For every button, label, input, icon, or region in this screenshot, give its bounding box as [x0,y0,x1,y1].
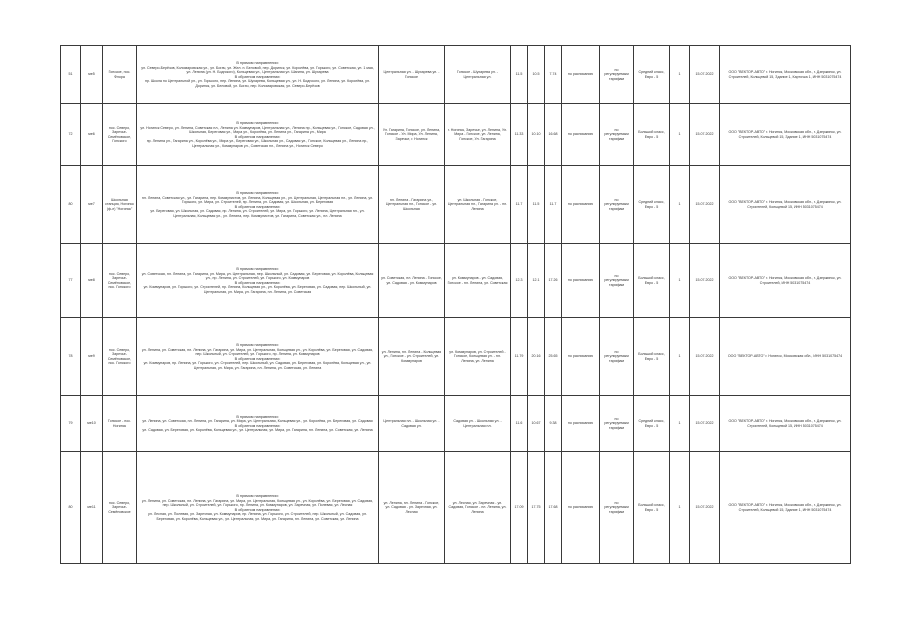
length-cell-3: 25.65 [545,318,562,396]
route-number-cell: 78 [61,318,81,396]
route-code-cell: ме6 [81,104,103,166]
stops-backward-cell: г. Ногинск, Заречье, ул. Ленина, Ул. Мира - Гонское, ул. Ленина, Гонское, Ул. Гагарина [445,104,511,166]
stops-forward-cell: ул. Ленина, пл. Ленина - Кольцевая ул., Гонское - ул. Строителей, ул. Коммунаров [379,318,445,396]
route-path-cell [137,318,379,396]
boarding-order-cell: по расписанию [562,244,600,318]
forward-direction-label: В прямом направлении: [236,191,279,196]
backward-route-text: ул. Береговая, ул. Школьная, ул. Садовая, пр. Ленина, ул. Строителей, ул. Мира, ул. Горького, ул. Ленина, Центральная пл., ул. Центральная, Кольцевая ул., ул. Ленина, пер. Коммунистов, ул. Гагарина, Советская ул., пл. Ленина [150,209,365,218]
vehicle-class-cell: Средний класс, Евро - 5 [634,46,670,104]
boarding-order-cell: по расписанию [562,452,600,564]
start-date-cell: 15.07.2022 [690,244,720,318]
length-cell-3: 17.68 [545,452,562,564]
forward-direction-label: В прямом направлении: [236,494,279,499]
route-number-cell: 77 [61,244,81,318]
start-date-cell: 15.07.2022 [690,396,720,452]
tariff-cell: по регулируемым тарифам [600,318,634,396]
route-path-cell [137,244,379,318]
length-cell-2: 12.1 [528,244,545,318]
route-name-cell: пос. Северо, Заречье-Семёновское, Гонского [103,104,137,166]
carrier-cell: ООО "ВЕКТОР-АВТО" г. Ногинск, Московская обл., г. Дзержинск, ул. Строителей, Кольцевой 15, Здание 1, Карточка 1, ИНН 5031075474 [720,46,851,104]
boarding-order-cell: по расписанию [562,166,600,244]
length-cell-2: 10.67 [528,396,545,452]
table-row [61,318,851,396]
table-row [61,166,851,244]
carrier-cell: ООО "ВЕКТОР-АВТО" г. Ногинск, Московская обл., г. Дзержинск, ул. Строителей, Кольцевой 15, Здание 1, ИНН 5031075474 [720,104,851,166]
length-cell-2: 17.75 [528,452,545,564]
backward-route-text: ул. Лесная, ул. Полевая, ул. Заречная, ул. Коммунаров, пр. Ленина, ул. Горького, ул. Строителей, пер. Школьный, ул. Садовая, ул. Береговая, ул. Королёва, Кольцевая ул., ул. Центральная, ул. Мира, ул. Гагарина, пл. Ленина, ул. Советская, ул. Ленина [148,512,367,521]
route-code-cell: ме9 [81,318,103,396]
boarding-order-cell: по расписанию [562,318,600,396]
length-cell-1: 11.33 [511,104,528,166]
forward-route-text: ул. Советская, пл. Ленина, ул. Гагарина, ул. Мира, ул. Центральная, пер. Школьный, ул. Садовая, ул. Береговая, ул. Королёва, Кольцевая ул., пр. Ленина, ул. Строителей, ул. Горького, ул. Коммунаров [141,271,374,281]
vehicle-count-cell: 1 [670,452,690,564]
forward-direction-label: В прямом направлении: [236,121,279,126]
forward-direction-label: В прямом направлении: [236,267,279,272]
backward-direction-label: В обратном направлении: [234,507,281,512]
route-number-cell: 72 [61,104,81,166]
carrier-cell: ООО "ВЕКТОР-АВТО" г. Ногинск, Московская обл., г. Дзержинск, ул. Строителей, Кольцевой 15, ИНН 5031075474 [720,166,851,244]
route-path-cell [137,396,379,452]
tariff-cell: по регулируемым тарифам [600,452,634,564]
route-name-cell: пос. Северо, Заречье-Семёновское, пос. Гонского [103,318,137,396]
length-cell-2: 11.5 [528,166,545,244]
length-cell-3: 11.7 [545,166,562,244]
table-row [61,244,851,318]
vehicle-class-cell: Большой класс, Евро - 5 [634,244,670,318]
stops-forward-cell: Центральная пл. - Школьная ул. - Садовая ул. [379,396,445,452]
boarding-order-cell: по расписанию [562,396,600,452]
length-cell-1: 17.09 [511,452,528,564]
stops-forward-cell: Центральная ул. - Шухарева ул. - Гонское [379,46,445,104]
vehicle-count-cell: 1 [670,318,690,396]
route-name-cell: Школьная станция, Ногинск (ф-л) "Ногинск" [103,166,137,244]
route-path-cell [137,452,379,564]
length-cell-3: 16.68 [545,104,562,166]
stops-backward-cell: Садовая ул. - Школьная ул. - Центральная пл. [445,396,511,452]
stops-backward-cell: ул. Школьная - Гонское, Центральная пл., Гагарина ул. - пл. Ленина [445,166,511,244]
backward-direction-label: В обратном направлении: [234,356,281,361]
start-date-cell: 15.07.2022 [690,318,720,396]
length-cell-1: 11.5 [511,46,528,104]
forward-direction-label: В прямом направлении: [236,343,279,348]
stops-backward-cell: ул. Лесная, ул. Заречная - ул. Садовая, Гонское - пл. Ленина, ул. Ленина [445,452,511,564]
forward-route-text: ул. Ленина, ул. Советская, пл. Ленина, ул. Гагарина, ул. Мира, ул. Центральная, Кольцевая ул., ул. Королёва, ул. Береговая, ул. Садовая, пер. Школьный, ул. Строителей, ул. Горького, пр. Ленина, ул. Коммунаров, ул. Заречная, ул. Полевая, ул. Лесная [141,498,374,508]
stops-backward-cell: Гонское - Шухарева ул. - Центральная ул. [445,46,511,104]
boarding-order-cell: по расписанию [562,46,600,104]
start-date-cell: 15.07.2022 [690,104,720,166]
route-path-cell [137,104,379,166]
backward-route-text: ул. Садовая, ул. Береговая, ул. Королёва, Кольцевая ул., ул. Центральная, ул. Мира, ул. Гагарина, пл. Ленина, ул. Советская, ул. Ленина [142,428,373,433]
length-cell-2: 20.16 [528,318,545,396]
route-name-cell: пос. Северо, Заречье-Семёновское, пос. Гонского [103,244,137,318]
length-cell-1: 11.7 [511,166,528,244]
route-name-cell: Гонское - пос. Ногинск [103,396,137,452]
tariff-cell: по регулируемым тарифам [600,104,634,166]
forward-route-text: ул. Ленина, ул. Советская, пл. Ленина, ул. Гагарина, ул. Мира, ул. Центральная, Кольцевая ул., ул. Королёва, ул. Береговая, ул. Садовая [142,419,373,424]
length-cell-1: 12.3 [511,244,528,318]
routes-registry-table [60,45,851,564]
table-row [61,46,851,104]
vehicle-count-cell: 1 [670,46,690,104]
forward-direction-label: В прямом направлении: [236,414,279,419]
length-cell-1: 11.6 [511,396,528,452]
forward-direction-label: В прямом направлении: [236,61,279,66]
stops-backward-cell: ул. Коммунаров - ул. Садовая, Гонское - пл. Ленина, ул. Советская [445,244,511,318]
backward-direction-label: В обратном направлении: [234,280,281,285]
vehicle-class-cell: Большой класс, Евро - 5 [634,104,670,166]
table-row [61,104,851,166]
backward-direction-label: В обратном направлении: [234,204,281,209]
carrier-cell: ООО "ВЕКТОР-АВТО" г. Ногинск, Московская обл., г. Дзержинск, ул. Строителей, Кольцевой 15, ИНН 5031075474 [720,396,851,452]
vehicle-count-cell: 1 [670,104,690,166]
route-code-cell: ме7 [81,166,103,244]
table-row [61,396,851,452]
vehicle-count-cell: 1 [670,396,690,452]
stops-forward-cell: Ул. Гагарина, Гонское, ул. Ленина, Гонское - Ул. Мира, Ул. Ленина, Заречье, г. Ногинск [379,104,445,166]
stops-forward-cell: пл. Ленина - Гагарина ул., Центральная пл., Гонское - ул. Школьная [379,166,445,244]
route-path-cell [137,166,379,244]
vehicle-count-cell: 1 [670,244,690,318]
tariff-cell: по регулируемым тарифам [600,396,634,452]
route-code-cell: ме10 [81,396,103,452]
route-number-cell: 80 [61,452,81,564]
route-code-cell: ме8 [81,244,103,318]
backward-direction-label: В обратном направлении: [234,74,281,79]
length-cell-3: 9.38 [545,396,562,452]
backward-direction-label: В обратном направлении: [234,134,281,139]
backward-direction-label: В обратном направлении: [234,423,281,428]
forward-route-text: ул. Ногинск Северо, ул. Ленина, Советская пл., Ленина ул. Коммунаров, Центральная ул., Ленина пр., Кольцевая ул., Гонское, Садовая ул., Школьная, Береговая ул., Мира ул., Королёва, ул. Ленина ул., Гагарина ул., Мира [140,125,375,135]
vehicle-class-cell: Большой класс, Евро - 5 [634,452,670,564]
length-cell-1: 11.79 [511,318,528,396]
vehicle-class-cell: Средний класс, Евро - 5 [634,166,670,244]
document-page [60,45,850,563]
tariff-cell: по регулируемым тарифам [600,166,634,244]
stops-backward-cell: ул. Коммунаров, ул. Строителей - Гонское, Кольцевая ул. - пл. Ленина, ул. Ленина [445,318,511,396]
tariff-cell: по регулируемым тарифам [600,244,634,318]
backward-route-text: пр. Школа по Центральной ул., ул. Горького, пер. Ленина, ул. Шухарева, Кольцевая ул., ул. Н. Бодгского, ул. Ленина, ул. Королёва, ул. Доринск, ул. Беловой, ул. Богач, пер. Коломаровская, ул. Северо-Берёзов [145,79,370,88]
vehicle-count-cell: 1 [670,166,690,244]
tariff-cell: по регулируемым тарифам [600,46,634,104]
forward-route-text: ул. Ленина, ул. Советская, пл. Ленина, ул. Гагарина, ул. Мира, ул. Центральная, Кольцевая ул., ул. Королёва, ул. Береговая, ул. Садовая, пер. Школьный, ул. Строителей, ул. Горького, пр. Ленина, ул. Коммунаров [141,347,374,357]
table-row [61,452,851,564]
length-cell-3: 7.74 [545,46,562,104]
backward-route-text: пр. Ленина ул., Гагарина ул., Королёва ул., Мира ул., Береговая ул., Школьная ул., Садовая ул., Гонское, Кольцевая ул., Ленина пр., Центральная ул., Коммунаров ул., Советская пл., Ленина ул., Ногинск Северо [146,139,369,148]
start-date-cell: 15.07.2022 [690,46,720,104]
carrier-cell: ООО "ВЕКТОР-АВТО" г. Ногинск, Московская обл., ИНН 5031075474 [720,318,851,396]
length-cell-2: 10.5 [528,46,545,104]
route-path-cell [137,46,379,104]
length-cell-3: 17.26 [545,244,562,318]
route-number-cell: 80 [61,166,81,244]
stops-forward-cell: ул. Ленина, пл. Ленина - Гонское, ул. Садовая - ул. Заречная, ул. Лесная [379,452,445,564]
route-code-cell: ме11 [81,452,103,564]
forward-route-text: ул. Северо-Берёзов, Коломаровская ул., ул. Богач, ул. Жел. п. Беловой, пер. Доринск, ул. Королёва, ул. Горького, ул. Советская, ул. 1 мая, ул. Ленина (ул. Н. Бодгского), Кольцевая ул., Центральная ул. Шагина, ул. Шухарева [141,65,374,75]
start-date-cell: 15.07.2022 [690,166,720,244]
boarding-order-cell: по расписанию [562,104,600,166]
route-name-cell: пос. Северо, Заречье-Семёновское [103,452,137,564]
backward-route-text: ул. Коммунаров, пр. Ленина, ул. Горького, ул. Строителей, пер. Школьный, ул. Садовая, ул. Береговая, ул. Королёва, Кольцевая ул., ул. Центральная, ул. Мира, ул. Гагарина, пл. Ленина, ул. Советская, ул. Ленина [143,361,372,370]
route-name-cell: Гонское, пос. Флора [103,46,137,104]
route-code-cell: ме5 [81,46,103,104]
length-cell-2: 10.10 [528,104,545,166]
carrier-cell: ООО "ВЕКТОР-АВТО" г. Ногинск, Московская обл., г. Дзержинск, ул. Строителей, ИНН 5031075474 [720,244,851,318]
route-number-cell: 51 [61,46,81,104]
route-number-cell: 79 [61,396,81,452]
carrier-cell: ООО "ВЕКТОР-АВТО" г. Ногинск, Московская обл., г. Дзержинск, ул. Строителей, Кольцевой 15, Здание 1, ИНН 5031075474 [720,452,851,564]
stops-forward-cell: ул. Советская, пл. Ленина - Гонское, ул. Садовая - ул. Коммунаров [379,244,445,318]
vehicle-class-cell: Большой класс, Евро - 5 [634,318,670,396]
vehicle-class-cell: Средний класс, Евро - 5 [634,396,670,452]
forward-route-text: пл. Ленина, Советская ул., ул. Гагарина, пер. Коммунистов, ул. Ленина, Кольцевая ул., ул. Центральная, Центральная пл., ул. Ленина, ул. Горького, ул. Мира, ул. Строителей, пр. Ленина, ул. Садовая, ул. Школьная, ул. Береговая [141,195,374,205]
backward-route-text: ул. Коммунаров, ул. Горького, ул. Строителей, пр. Ленина, Кольцевая ул., ул. Королёва, ул. Береговая, ул. Садовая, пер. Школьный, ул. Центральная, ул. Мира, ул. Гагарина, пл. Ленина, ул. Советская [143,285,372,294]
start-date-cell: 15.07.2022 [690,452,720,564]
